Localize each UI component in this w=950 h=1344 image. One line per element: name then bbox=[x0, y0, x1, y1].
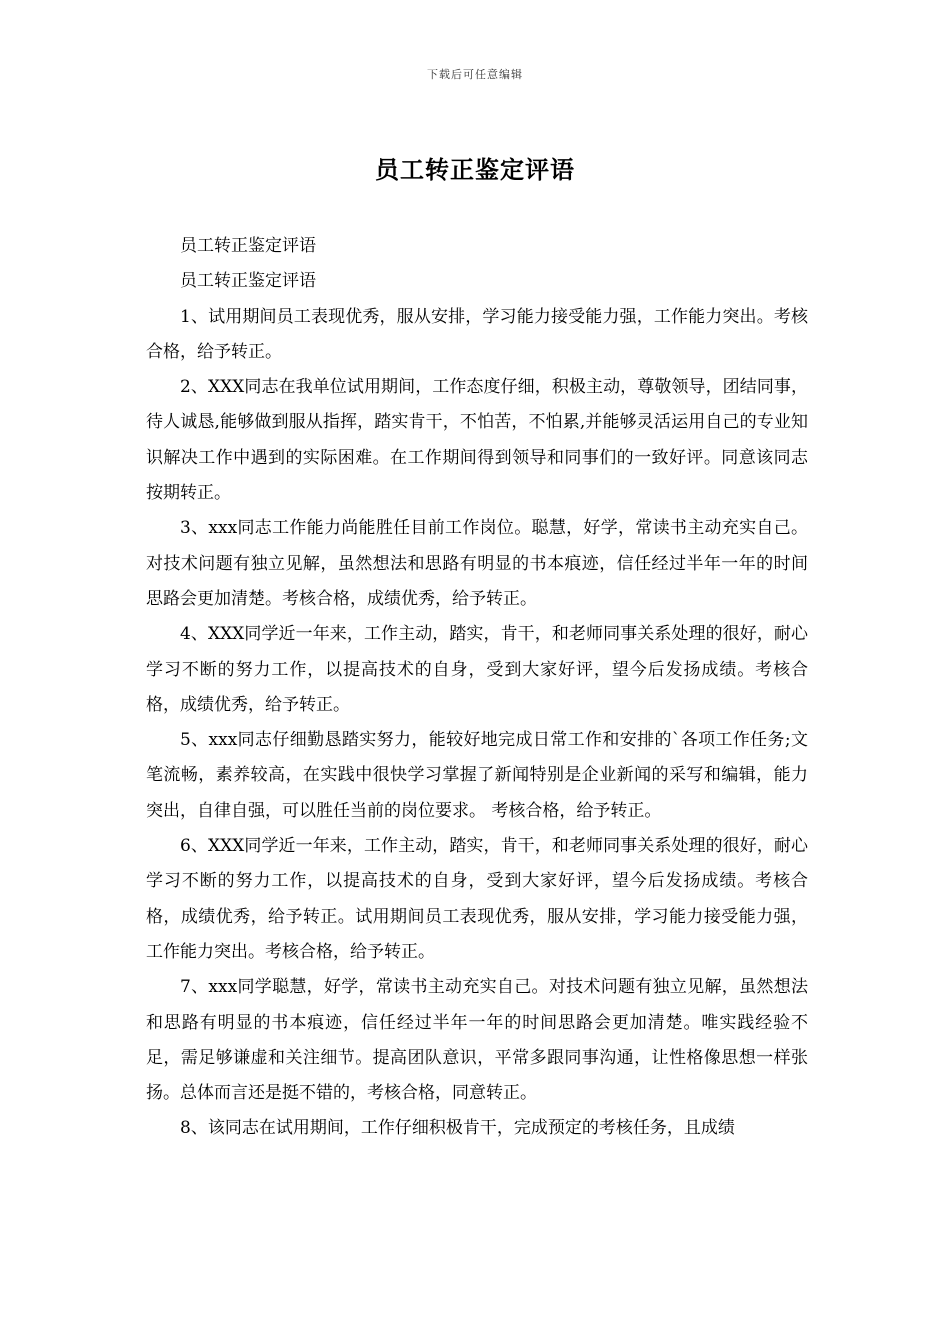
paragraph-item-6: 6、XXX同学近一年来，工作主动，踏实，肯干，和老师同事关系处理的很好，耐心学习不断的努力工作，以提高技术的自身，受到大家好评，望今后发扬成绩。考核合格，成绩优秀，给予转正。试用期间员工表现优秀，服从安排，学习能力接受能力强，工作能力突出。考核合格，给予转正。 bbox=[146, 836, 808, 962]
document-body bbox=[146, 229, 808, 1147]
paragraph-item-4: 4、XXX同学近一年来，工作主动，踏实，肯干，和老师同事关系处理的很好，耐心学习不断的努力工作，以提高技术的自身，受到大家好评，望今后发扬成绩。考核合格，成绩优秀，给予转正。 bbox=[146, 624, 808, 715]
header-note: 下载后可任意编辑 bbox=[427, 68, 523, 81]
paragraph-subtitle-2: 员工转正鉴定评语 bbox=[180, 271, 316, 292]
paragraph-item-7: 7、xxx同学聪慧，好学，常读书主动充实自己。对技术问题有独立见解，虽然想法和思路有明显的书本痕迹，信任经过半年一年的时间思路会更加清楚。唯实践经验不足，需足够谦虚和关注细节。提高团队意识，平常多跟同事沟通，让性格像思想一样张扬。总体而言还是挺不错的，考核合格，同意转正。 bbox=[146, 977, 808, 1104]
document-title: 员工转正鉴定评语 bbox=[375, 155, 575, 184]
paragraph-item-1: 1、试用期间员工表现优秀，服从安排，学习能力接受能力强，工作能力突出。考核合格，给予转正。 bbox=[146, 306, 808, 362]
paragraph-item-3: 3、xxx同志工作能力尚能胜任目前工作岗位。聪慧，好学，常读书主动充实自己。对技术问题有独立见解，虽然想法和思路有明显的书本痕迹，信任经过半年一年的时间思路会更加清楚。考核合格，成绩优秀，给予转正。 bbox=[146, 518, 808, 609]
paragraph-subtitle-1: 员工转正鉴定评语 bbox=[180, 236, 316, 256]
paragraph-item-5: 5、xxx同志仔细勤恳踏实努力，能较好地完成日常工作和安排的`各项工作任务;文笔流畅，素养较高，在实践中很快学习掌握了新闻特别是企业新闻的采写和编辑，能力突出，自律自强，可以胜任当前的岗位要求。 考核合格，给予转正。 bbox=[146, 730, 808, 821]
paragraph-item-2: 2、XXX同志在我单位试用期间，工作态度仔细，积极主动，尊敬领导，团结同事，待人诚恳,能够做到服从指挥，踏实肯干，不怕苦，不怕累,并能够灵活运用自己的专业知识解决工作中遇到的实际困难。在工作期间得到领导和同事们的一致好评。同意该同志按期转正。 bbox=[146, 377, 808, 504]
paragraph-item-8: 8、该同志在试用期间，工作仔细积极肯干，完成预定的考核任务，且成绩 bbox=[180, 1118, 735, 1139]
